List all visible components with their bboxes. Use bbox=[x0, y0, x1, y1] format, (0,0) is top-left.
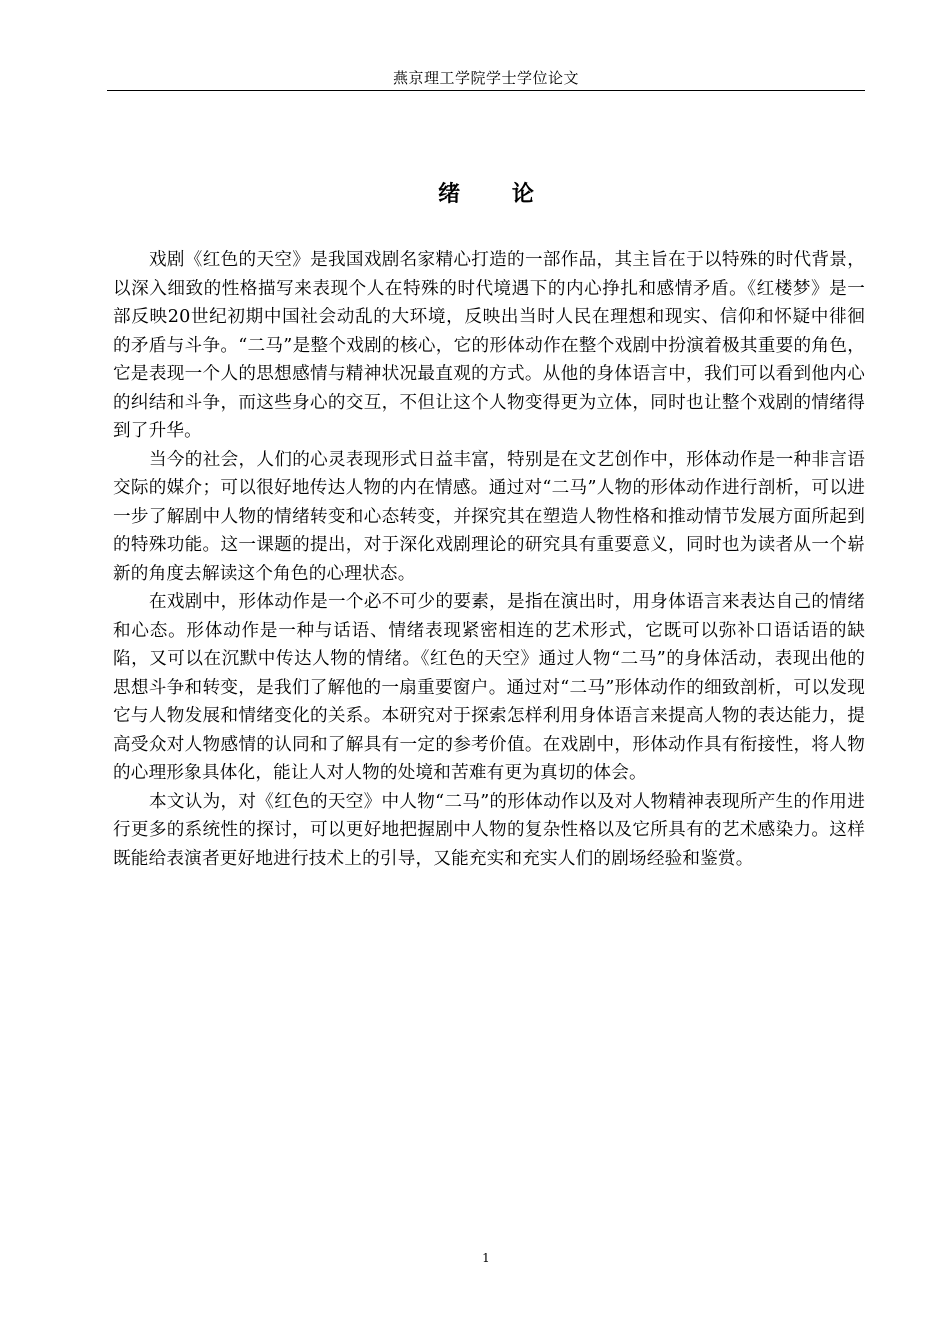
header-title: 燕京理工学院学士学位论文 bbox=[392, 69, 579, 87]
body-text bbox=[113, 246, 865, 873]
paragraph-4: 本文认为，对《红色的天空》中人物“二马”的形体动作以及对人物精神表现所产生的作用进行更多的系统性的探讨，可以更好地把握剧中人物的复杂性格以及它所具有的艺术感染力。这样既能给表演者更好地进行技术上的引导，又能充实和充实人们的剧场经验和鉴赏。 bbox=[113, 791, 865, 869]
section-title: 绪 论 bbox=[438, 181, 556, 207]
page-header bbox=[107, 68, 865, 91]
paragraph-1: 戏剧《红色的天空》是我国戏剧名家精心打造的一部作品，其主旨在于以特殊的时代背景，以深入细致的性格描写来表现个人在特殊的时代境遇下的内心挣扎和感情矛盾。《红楼梦》是一部反映20世纪初期中国社会动乱的大环境，反映出当时人民在理想和现实、信仰和怀疑中徘徊的矛盾与斗争。“二马”是整个戏剧的核心，它的形体动作在整个戏剧中扮演着极其重要的角色，它是表现一个人的思想感情与精神状况最直观的方式。从他的身体语言中，我们可以看到他内心的纠结和斗争，而这些身心的交互，不但让这个人物变得更为立体，同时也让整个戏剧的情绪得到了升华。 bbox=[113, 250, 865, 441]
paragraph-3: 在戏剧中，形体动作是一个必不可少的要素，是指在演出时，用身体语言来表达自己的情绪和心态。形体动作是一种与话语、情绪表现紧密相连的艺术形式，它既可以弥补口语话语的缺陷，又可以在沉默中传达人物的情绪。《红色的天空》通过人物“二马”的身体活动，表现出他的思想斗争和转变，是我们了解他的一扇重要窗户。通过对“二马”形体动作的细致剖析，可以发现它与人物发展和情绪变化的关系。本研究对于探索怎样利用身体语言来提高人物的表达能力，提高受众对人物感情的认同和了解具有一定的参考价值。在戏剧中，形体动作具有衔接性，将人物的心理形象具体化，能让人对人物的处境和苦难有更为真切的体会。 bbox=[113, 592, 865, 783]
paragraph-2: 当今的社会，人们的心灵表现形式日益丰富，特别是在文艺创作中，形体动作是一种非言语交际的媒介；可以很好地传达人物的内在情感。通过对“二马”人物的形体动作进行剖析，可以进一步了解剧中人物的情绪转变和心态转变，并探究其在塑造人物性格和推动情节发展方面所起到的特殊功能。这一课题的提出，对于深化戏剧理论的研究具有重要意义，同时也为读者从一个崭新的角度去解读这个角色的心理状态。 bbox=[113, 449, 865, 584]
page-number: 1 bbox=[482, 1251, 490, 1265]
